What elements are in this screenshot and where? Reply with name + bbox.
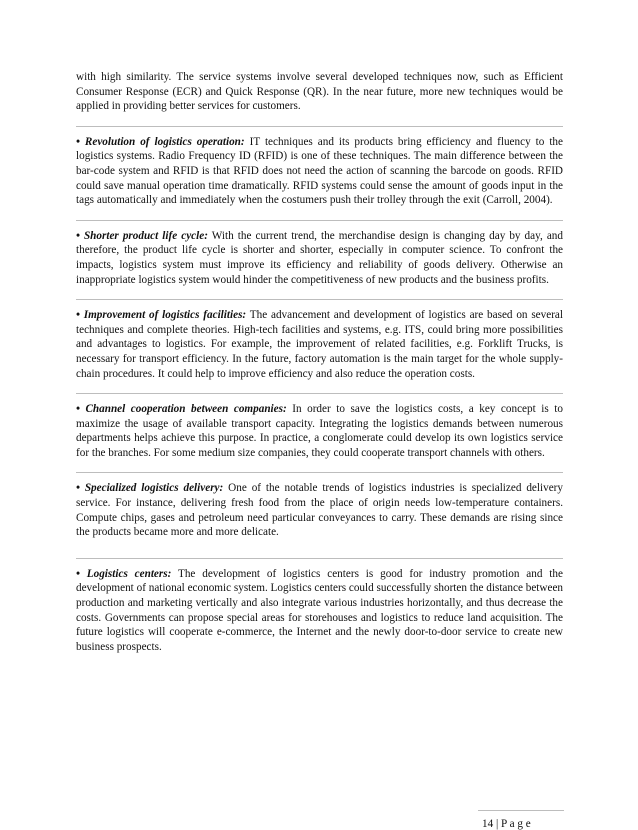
item-lead: • Logistics centers: xyxy=(76,567,172,580)
item-lead: • Revolution of logistics operation: xyxy=(76,135,245,148)
item-body: With the current trend, the merchandise design is changing day by day, and therefore, the product life cycle is shorter and shorter, especially in computer science. To confront the impacts, logistics system must improve its efficiency and reliability of goods delivery. Otherwise an inappropriate logistics system would hinder the competitiveness of new products and the business profits. xyxy=(76,229,563,286)
page-number: 14 | P a g e xyxy=(482,818,531,830)
item-channel-cooperation-between-companies xyxy=(76,402,563,460)
item-specialized-logistics-delivery xyxy=(76,481,563,539)
item-revolution-of-logistics-operation xyxy=(76,135,563,208)
item-body: In order to save the logistics costs, a key concept is to maximize the usage of available transport capacity. Integrating the logistics demands between numerous departments helps achieve this purpose. In practice, a conglomerate could develop its own logistics service for the branches. For some medium size companies, they could cooperate transport channels with others. xyxy=(76,403,563,459)
item-shorter-product-life-cycle xyxy=(76,229,563,287)
section-divider xyxy=(76,220,563,221)
item-lead: • Improvement of logistics facilities: xyxy=(76,309,247,322)
section-divider xyxy=(76,126,563,127)
footer-divider xyxy=(478,810,564,811)
item-improvement-of-logistics-facilities xyxy=(76,308,563,381)
section-divider xyxy=(76,299,563,300)
section-divider xyxy=(76,472,563,473)
section-divider xyxy=(76,558,563,559)
item-lead: • Specialized logistics delivery: xyxy=(76,482,224,495)
item-body: The development of logistics centers is good for industry promotion and the development of national economic system. Logistics centers could successfully shorten the distance between production and marketing vertically and also integrate various industries horizontally, and thus decrease the costs. Governments can propose special areas for storehouses and logistics to reduce land acquisition. The future logistics will cooperate e-commerce, the Internet and the newly door-to-door service to create new business prospects. xyxy=(76,567,563,653)
section-divider xyxy=(76,393,563,394)
item-lead: • Shorter product life cycle: xyxy=(76,229,208,242)
item-body: IT techniques and its products bring efficiency and fluency to the logistics systems. Radio Frequency ID (RFID) is one of these techniques. The main difference between the bar-code system and RFID is that RFID does not need the action of scanning the barcode on goods. RFID could save manual operation time dramatically. RFID systems could sense the amount of goods input in the tags automatically and immediately when the costumers push their trolley through the exit (Carroll, 2004). xyxy=(76,135,563,207)
item-body: One of the notable trends of logistics industries is specialized delivery service. For instance, delivering fresh food from the place of origin needs low-temperature containers. Compute chips, gases and petroleum need particular conveyances to carry. These demands are rising since the products became more and more delicate. xyxy=(76,482,563,539)
item-lead: • Channel cooperation between companies: xyxy=(76,403,287,416)
page-body xyxy=(76,70,563,666)
intro-paragraph: with high similarity. The service systems involve several developed techniques now, such as Efficient Consumer Response (ECR) and Quick Response (QR). In the near future, more new techniques would be applied in providing better services for customers. xyxy=(76,71,563,113)
item-body: The advancement and development of logistics are based on several techniques and complete theories. High-tech facilities and systems, e.g. ITS, could bring more possibilities and advantages to logistics. For example, the improvement of related facilities, e.g. Forklift Trucks, is necessary for transport efficiency. In the future, factory automation is the main target for the whole supply-chain procedures. It could help to improve efficiency and also reduce the operation costs. xyxy=(76,309,563,380)
item-logistics-centers xyxy=(76,567,563,655)
